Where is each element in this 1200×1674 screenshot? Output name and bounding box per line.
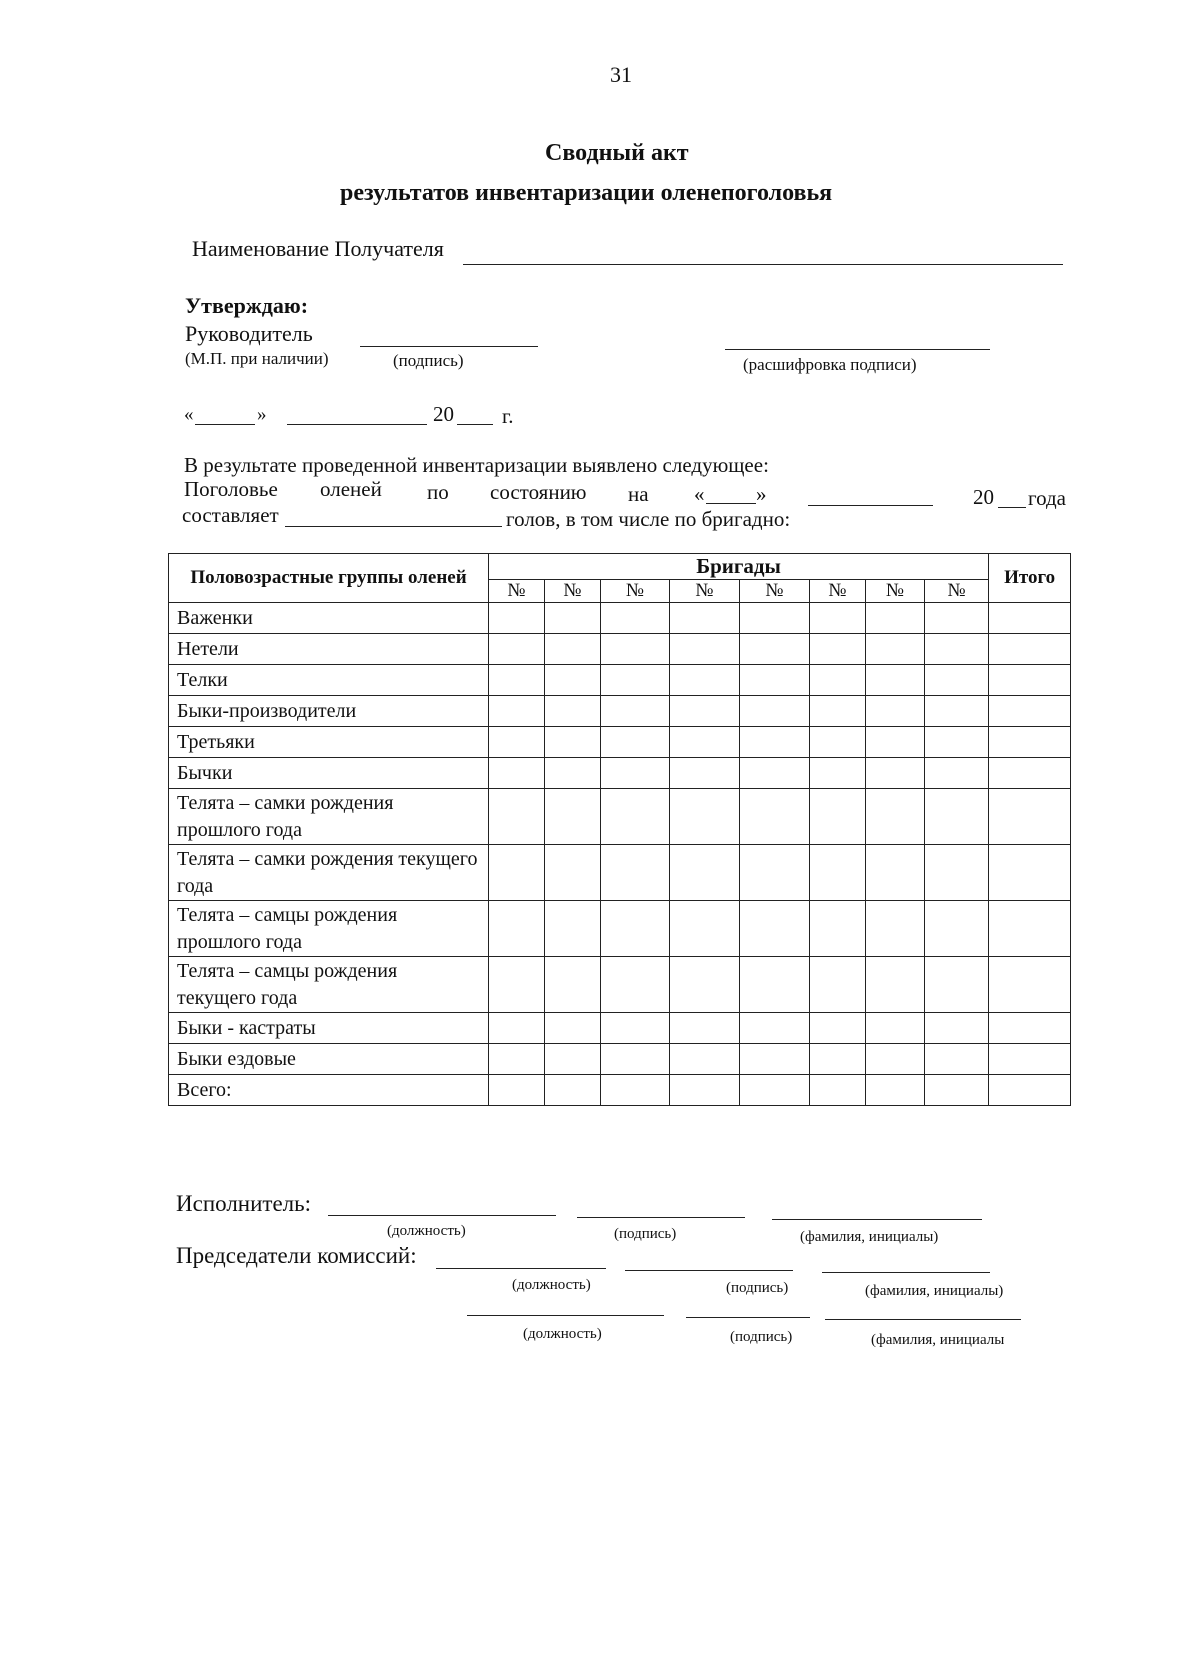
brigade-count-cell[interactable] <box>810 603 866 634</box>
row-label: Быки - кастраты <box>169 1013 489 1044</box>
brigade-count-cell[interactable] <box>925 957 989 1013</box>
brigade-count-cell[interactable] <box>925 727 989 758</box>
brigade-count-cell[interactable] <box>740 665 810 696</box>
total-cell[interactable] <box>989 1013 1071 1044</box>
table-row <box>169 901 1071 957</box>
brigade-count-cell[interactable] <box>810 901 866 957</box>
row-label: Телки <box>169 665 489 696</box>
brigade-count-cell[interactable] <box>866 845 925 901</box>
brigade-count-cell[interactable] <box>866 957 925 1013</box>
brigade-count-cell[interactable] <box>810 758 866 789</box>
executor-position-line[interactable] <box>328 1215 556 1216</box>
executor-signature-line[interactable] <box>577 1217 745 1218</box>
brigade-count-cell[interactable] <box>925 845 989 901</box>
brigade-count-cell[interactable] <box>925 696 989 727</box>
brigade-count-cell[interactable] <box>545 901 601 957</box>
brigade-count-cell[interactable] <box>810 1044 866 1075</box>
brigade-number-header: № <box>545 580 601 603</box>
total-cell[interactable] <box>989 665 1071 696</box>
total-cell[interactable] <box>989 603 1071 634</box>
brigade-number-header: № <box>601 580 670 603</box>
row-label: Важенки <box>169 603 489 634</box>
chairman1-signature-caption: (подпись) <box>726 1280 789 1296</box>
table-header-brigades: Бригады <box>489 554 989 580</box>
table-row <box>169 845 1071 901</box>
brigade-count-cell[interactable] <box>925 1075 989 1106</box>
brigade-count-cell[interactable] <box>601 901 670 957</box>
row-label: Быки-производители <box>169 696 489 727</box>
brigade-count-cell[interactable] <box>545 758 601 789</box>
brigade-count-cell[interactable] <box>670 1013 740 1044</box>
inventory-intro: В результате проведенной инвентаризации выявлено следующее: <box>184 453 769 477</box>
brigade-count-cell[interactable] <box>670 603 740 634</box>
total-cell[interactable] <box>989 789 1071 845</box>
total-cell[interactable] <box>989 727 1071 758</box>
recipient-label: Наименование Получателя <box>192 236 444 261</box>
brigade-count-cell[interactable] <box>489 758 545 789</box>
inventory-total-heads-line[interactable] <box>285 526 502 527</box>
chairman1-name-line[interactable] <box>822 1272 990 1273</box>
inventory-word-4: состоянию <box>490 480 587 504</box>
inventory-day-line[interactable] <box>706 503 756 504</box>
brigade-count-cell[interactable] <box>545 957 601 1013</box>
chairman1-position-line[interactable] <box>436 1268 606 1269</box>
brigade-number-header: № <box>866 580 925 603</box>
brigade-count-cell[interactable] <box>670 727 740 758</box>
brigade-count-cell[interactable] <box>925 665 989 696</box>
brigade-count-cell[interactable] <box>489 1013 545 1044</box>
executor-label: Исполнитель: <box>176 1191 312 1216</box>
head-decipher-line[interactable] <box>725 349 990 350</box>
brigade-count-cell[interactable] <box>601 789 670 845</box>
brigade-count-cell[interactable] <box>545 1044 601 1075</box>
row-label: Третьяки <box>169 727 489 758</box>
brigade-count-cell[interactable] <box>489 1044 545 1075</box>
brigade-count-cell[interactable] <box>601 634 670 665</box>
brigade-count-cell[interactable] <box>545 603 601 634</box>
brigade-count-cell[interactable] <box>601 1013 670 1044</box>
document-title: Сводный акт <box>545 140 689 166</box>
total-cell[interactable] <box>989 1075 1071 1106</box>
brigade-count-cell[interactable] <box>740 758 810 789</box>
brigade-count-cell[interactable] <box>489 845 545 901</box>
chairman2-name-line[interactable] <box>825 1319 1021 1320</box>
brigade-count-cell[interactable] <box>545 696 601 727</box>
brigade-count-cell[interactable] <box>670 1075 740 1106</box>
brigade-count-cell[interactable] <box>740 957 810 1013</box>
brigade-number-header: № <box>810 580 866 603</box>
brigade-number-header: № <box>740 580 810 603</box>
total-cell[interactable] <box>989 696 1071 727</box>
brigade-count-cell[interactable] <box>740 901 810 957</box>
brigade-count-cell[interactable] <box>740 634 810 665</box>
total-cell[interactable] <box>989 1044 1071 1075</box>
brigade-count-cell[interactable] <box>740 603 810 634</box>
brigade-count-cell[interactable] <box>489 901 545 957</box>
brigade-count-cell[interactable] <box>670 696 740 727</box>
table-row <box>169 634 1071 665</box>
brigade-number-header: № <box>489 580 545 603</box>
brigade-count-cell[interactable] <box>545 665 601 696</box>
approval-day-line[interactable] <box>195 424 255 425</box>
total-cell[interactable] <box>989 758 1071 789</box>
brigade-count-cell[interactable] <box>866 1075 925 1106</box>
row-label: Нетели <box>169 634 489 665</box>
brigade-number-header: № <box>670 580 740 603</box>
total-cell[interactable] <box>989 634 1071 665</box>
brigade-count-cell[interactable] <box>925 758 989 789</box>
brigade-count-cell[interactable] <box>925 603 989 634</box>
brigade-count-cell[interactable] <box>866 1044 925 1075</box>
brigade-count-cell[interactable] <box>489 957 545 1013</box>
inventory-year-prefix: 20 <box>973 485 994 509</box>
row-label: Телята – самки рождения прошлого года <box>169 789 489 845</box>
brigade-count-cell[interactable] <box>670 665 740 696</box>
brigade-count-cell[interactable] <box>810 1075 866 1106</box>
inventory-word-1: Поголовье <box>184 477 278 501</box>
brigade-count-cell[interactable] <box>601 696 670 727</box>
executor-name-caption: (фамилия, инициалы) <box>800 1229 939 1245</box>
executor-position-caption: (должность) <box>387 1223 466 1239</box>
table-header-total: Итого <box>989 554 1071 603</box>
brigade-count-cell[interactable] <box>545 845 601 901</box>
brigade-count-cell[interactable] <box>925 634 989 665</box>
total-cell[interactable] <box>989 901 1071 957</box>
brigade-count-cell[interactable] <box>545 1075 601 1106</box>
stamp-label: (М.П. при наличии) <box>185 349 329 368</box>
brigade-count-cell[interactable] <box>489 1075 545 1106</box>
brigade-count-cell[interactable] <box>740 789 810 845</box>
brigade-count-cell[interactable] <box>866 758 925 789</box>
brigade-count-cell[interactable] <box>670 758 740 789</box>
approval-date-open-quote: « <box>184 404 194 425</box>
brigade-count-cell[interactable] <box>489 789 545 845</box>
brigade-count-cell[interactable] <box>810 845 866 901</box>
brigade-count-cell[interactable] <box>545 789 601 845</box>
brigade-count-cell[interactable] <box>925 1013 989 1044</box>
brigade-count-cell[interactable] <box>810 789 866 845</box>
approval-heading: Утверждаю: <box>185 293 309 318</box>
chairman1-position-caption: (должность) <box>512 1277 591 1293</box>
document-subtitle: результатов инвентаризации оленепоголовья <box>340 180 833 206</box>
row-label: Телята – самки рождения текущего года <box>169 845 489 901</box>
brigade-count-cell[interactable] <box>670 1044 740 1075</box>
chairmen-label: Председатели комиссий: <box>176 1243 417 1268</box>
brigade-count-cell[interactable] <box>489 727 545 758</box>
brigade-count-cell[interactable] <box>670 845 740 901</box>
table-row <box>169 957 1071 1013</box>
chairman2-signature-caption: (подпись) <box>730 1329 793 1345</box>
brigade-count-cell[interactable] <box>866 603 925 634</box>
brigade-count-cell[interactable] <box>601 1075 670 1106</box>
total-cell[interactable] <box>989 957 1071 1013</box>
brigade-count-cell[interactable] <box>866 634 925 665</box>
brigade-count-cell[interactable] <box>489 665 545 696</box>
brigade-number-header: № <box>925 580 989 603</box>
brigade-count-cell[interactable] <box>866 901 925 957</box>
brigade-count-cell[interactable] <box>670 789 740 845</box>
chairman2-signature-line[interactable] <box>686 1317 810 1318</box>
brigade-count-cell[interactable] <box>925 1044 989 1075</box>
inventory-year-line[interactable] <box>998 507 1026 508</box>
brigade-count-cell[interactable] <box>601 603 670 634</box>
brigade-count-cell[interactable] <box>670 901 740 957</box>
table-row <box>169 1075 1071 1106</box>
brigade-count-cell[interactable] <box>601 957 670 1013</box>
inventory-heads-text: голов, в том числе по бригадно: <box>506 507 791 531</box>
brigade-count-cell[interactable] <box>925 901 989 957</box>
signature-caption: (подпись) <box>393 351 464 370</box>
inventory-month-line[interactable] <box>808 505 933 506</box>
brigade-count-cell[interactable] <box>670 634 740 665</box>
inventory-close-quote: » <box>756 482 767 506</box>
head-signature-line[interactable] <box>360 346 538 347</box>
head-label: Руководитель <box>185 321 313 346</box>
chairman1-signature-line[interactable] <box>625 1270 793 1271</box>
brigade-count-cell[interactable] <box>866 1013 925 1044</box>
brigade-count-cell[interactable] <box>810 696 866 727</box>
chairman2-name-caption: (фамилия, инициалы <box>871 1332 1005 1348</box>
brigade-count-cell[interactable] <box>601 1044 670 1075</box>
inventory-word-5: на <box>628 482 649 506</box>
row-label: Телята – самцы рождения текущего года <box>169 957 489 1013</box>
brigade-count-cell[interactable] <box>601 665 670 696</box>
total-cell[interactable] <box>989 845 1071 901</box>
brigade-count-cell[interactable] <box>670 957 740 1013</box>
brigade-count-cell[interactable] <box>866 665 925 696</box>
table-body <box>169 603 1071 1106</box>
brigade-count-cell[interactable] <box>866 789 925 845</box>
approval-year-prefix: 20 <box>433 402 454 426</box>
brigade-count-cell[interactable] <box>545 634 601 665</box>
inventory-amounts-word: составляет <box>182 503 279 527</box>
table-header-groups: Половозрастные группы оленей <box>169 554 489 603</box>
table-row <box>169 1013 1071 1044</box>
brigade-count-cell[interactable] <box>740 1044 810 1075</box>
recipient-field-line[interactable] <box>463 264 1063 265</box>
brigade-count-cell[interactable] <box>601 727 670 758</box>
brigade-count-cell[interactable] <box>545 727 601 758</box>
brigade-count-cell[interactable] <box>489 603 545 634</box>
brigade-count-cell[interactable] <box>740 1013 810 1044</box>
brigade-count-cell[interactable] <box>601 845 670 901</box>
brigade-count-cell[interactable] <box>810 665 866 696</box>
approval-year-suffix: г. <box>502 404 514 428</box>
executor-signature-caption: (подпись) <box>614 1226 677 1242</box>
table-row <box>169 603 1071 634</box>
inventory-year-word: года <box>1028 486 1066 510</box>
table-row <box>169 1044 1071 1075</box>
approval-year-line[interactable] <box>457 424 493 425</box>
brigade-count-cell[interactable] <box>740 727 810 758</box>
row-label: Телята – самцы рождения прошлого года <box>169 901 489 957</box>
row-label: Бычки <box>169 758 489 789</box>
page-number: 31 <box>610 62 632 87</box>
brigade-count-cell[interactable] <box>925 789 989 845</box>
inventory-word-3: по <box>427 480 449 504</box>
chairman2-position-caption: (должность) <box>523 1326 602 1342</box>
brigade-count-cell[interactable] <box>740 1075 810 1106</box>
table-row <box>169 665 1071 696</box>
inventory-table <box>168 553 1071 1106</box>
brigade-count-cell[interactable] <box>866 727 925 758</box>
executor-name-line[interactable] <box>772 1219 982 1220</box>
brigade-count-cell[interactable] <box>810 634 866 665</box>
table-row <box>169 696 1071 727</box>
brigade-count-cell[interactable] <box>810 957 866 1013</box>
approval-month-line[interactable] <box>287 424 427 425</box>
brigade-count-cell[interactable] <box>489 634 545 665</box>
table-row <box>169 727 1071 758</box>
inventory-word-2: оленей <box>320 477 382 501</box>
table-row <box>169 758 1071 789</box>
inventory-open-quote: « <box>694 482 705 506</box>
approval-date-close-quote: » <box>257 404 267 425</box>
brigade-count-cell[interactable] <box>601 758 670 789</box>
brigade-count-cell[interactable] <box>740 696 810 727</box>
decipher-caption: (расшифровка подписи) <box>743 355 917 374</box>
row-label: Быки ездовые <box>169 1044 489 1075</box>
brigade-count-cell[interactable] <box>810 1013 866 1044</box>
brigade-count-cell[interactable] <box>489 696 545 727</box>
brigade-count-cell[interactable] <box>866 696 925 727</box>
table-row <box>169 789 1071 845</box>
brigade-count-cell[interactable] <box>545 1013 601 1044</box>
brigade-count-cell[interactable] <box>810 727 866 758</box>
brigade-count-cell[interactable] <box>740 845 810 901</box>
chairman1-name-caption: (фамилия, инициалы) <box>865 1283 1004 1299</box>
chairman2-position-line[interactable] <box>467 1315 664 1316</box>
row-label: Всего: <box>169 1075 489 1106</box>
